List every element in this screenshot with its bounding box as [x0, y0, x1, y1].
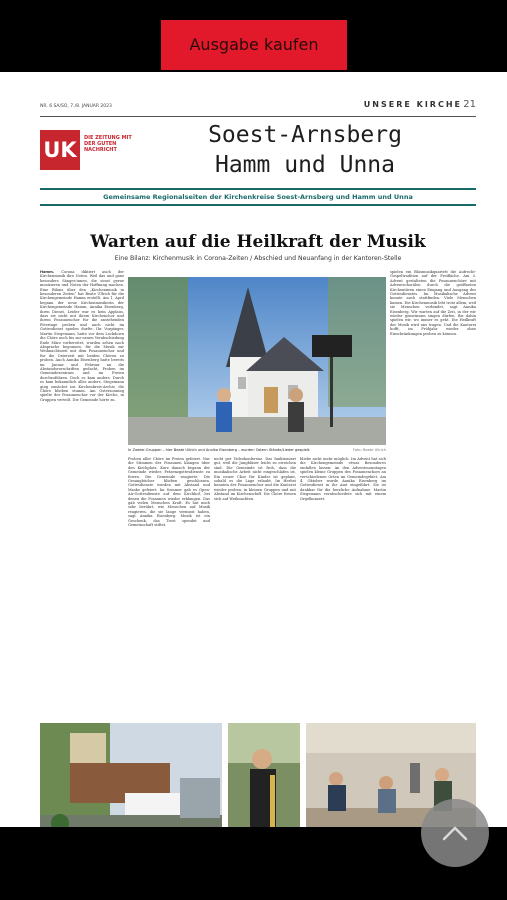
article-column-2: Proben aller Chöre im Freien gefeiert. Nur die Stimmen der Posaunen klangen über den Kirchplatz. Kurz danach begann der Gemeinde wieder, Präsenzgottesdienste zu feiern. Die Gemeinde reagierte. Die Gesangbücher blieben geschlossen, Gottesdienste wurden mit Abstand und Maske gefeiert. Im Sommer gab es Open-Air-Gottesdienste auf dem Kirchhof, bei denen die Posaunen wieder erklangen. Das gab vielen Menschen Kraft. Es hat mich sehr berührt, wie Menschen auf Musik reagieren, die sie lange vermisst haben, sagt Annika Eisenberg. Musik ist ein Geschenk, das Trost spendet und Gemeinschaft stiftet. [128, 457, 210, 528]
masthead-line-2: Hamm und Unna [214, 152, 395, 178]
article-headline: Warten auf die Heilkraft der Musik [90, 232, 426, 252]
masthead-line-1: Soest-Arnsberg [208, 122, 402, 148]
column-1-text: Corona diktiert auch der Kirchenmusik ihre Noten. Weil das und ganz besonders Sänger:innen, die sonst gerne musizieren und Noten der Hoffnung machen. Eine Bilanz über den „Kirchenmusik in besonderen Zeiten“ hat Beate Ullrich für die Kirchengemeinde Hamm erstellt. Am 1. April begann der neue Kirchenmusikerin der Kirchengemeinde Hamm, Annika Eisenberg, ihren Dienst. Leider war es kein Applaus, dass sie nicht mit ihrem Kirchenchor und ihrem Posaunenchor für die anstehenden Feiertage proben und auch nicht im Gottesdienst spielen durfte. Ihr Vorgänger, Martin Stegemann, hatte vor dem Lockdown die Chöre noch bis zur neuen Verabschiedung Ende März vorbereitet, wurden sehen nach Absprache begonnen, für die Musik zur Weihnachtszeit mit dem Posaunenchor und für die Osterzeit mit beiden Chören zu proben. Auch Annika Eisenberg hatte bereits im Januar und Februar an die Abstandsvorschriften gedacht, Proben im Gemeindezentrum und im Freien durchzuführen. Doch es kam anders. Durch es kam bekanntlich alles anders. Stegemann ging zunächst ins Kirchenkreis-Archiv, die Chöre blieben stumm. Am Ostersonntag spielte der Posaunenchor vor der Kirche, in Gruppen verteilt. Die Gemeinde hörte zu. [40, 270, 124, 402]
uk-logo: UK [40, 130, 80, 170]
photo-annika-eisenberg [228, 723, 300, 840]
photo-konfirmation [40, 723, 222, 840]
church-photo [128, 277, 386, 445]
main-photo-credit: Foto: Beate Ullrich [352, 448, 386, 452]
logo-tagline: DIE ZEITUNG MIT DER GUTEN NACHRICHT [84, 135, 132, 153]
article-subheadline: Eine Bilanz: Kirchenmusik in Corona-Zeiten / Abschied und Neuanfang in der Kantoren-Stelle [114, 255, 402, 262]
article-column-4: bliebe nicht mehr möglich. Im Advent hat sich die Kirchengemeinde etwas Besonderes einfallen lassen: An den Adventssonntagen spielen kleine Gruppen des Posaunenchors an verschiedenen Orten im Gemeindegebiet. Am 4. Oktober wurde Annika Eisenberg im Gottesdienst in ihr Amt eingeführt. Sie ist dankbar für die herzliche Aufnahme. Martin Stegemann verabschiedete sich mit einem Orgelkonzert. [300, 457, 386, 501]
buy-issue-button[interactable]: Ausgabe kaufen [161, 20, 347, 70]
page-number: 21 [463, 99, 476, 110]
issue-line: NR. 6 SA/SO, 7./8. JANUAR 2023 [40, 104, 112, 109]
article-column-3: nicht per Videokonferenz. Das funktioniert gut, weil die Jungbläser leicht zu erreichen sind. Die Gemeinde ist froh, dass die musikalische Arbeit nicht eingeschlafen ist. Ein neuer Chor für Kinder ist geplant, sobald es die Lage erlaubt. Im Herbst konnten der Posaunenchor und die Kantorei wieder proben, in kleinen Gruppen und mit Abstand im Kirchenschiff. Die Chöre freuen sich auf Weihnachten. [214, 457, 296, 501]
top-bar [0, 0, 507, 72]
main-photo-caption: In Zweier-Gruppen – hier Beate Ullrich und Annika Eisenberg – wurden Ostern Stände/Lieder gespielt. [128, 448, 311, 452]
masthead-rule-top [40, 188, 476, 190]
masthead-rule-bottom [40, 204, 476, 206]
newspaper-page[interactable] [0, 72, 507, 827]
section-title: UNSERE KIRCHE [363, 100, 462, 109]
header-rule [40, 116, 476, 117]
main-photo [128, 277, 386, 445]
chevron-up-icon [441, 824, 469, 842]
article-column-1 [40, 270, 124, 655]
regional-line: Gemeinsame Regionalseiten der Kirchenkreise Soest-Arnsberg und Hamm und Unna [103, 193, 413, 201]
article-column-5: spielen ein Blasmusikquartett die Aufrecht-Gospeltradition auf der Freifläche. Am 3. Advent gestalteten die Posaunenchöre mit Adventschorälen durch die geöffneten Kirchentüren einen Eingang und Ausgang des Gottesdienstes. Im Musikalische Advent konnte auch stattfinden. Viele Menschen kamen. Die Kirchenmusik lebt trotz allem, weil sie Menschen verbindet, sagt Annika Eisenberg. Wir warten auf die Zeit, in der wir wieder gemeinsam singen dürfen. Bis dahin spielen wir, wo immer es geht. Die Heilkraft der Musik wird uns tragen. Und die Kantorei hofft, im Frühjahr wieder ohne Einschränkungen proben zu können. [390, 270, 476, 336]
masthead [150, 120, 460, 180]
lead-place: Hamm. [40, 270, 55, 274]
scroll-to-top-button[interactable] [421, 799, 489, 867]
page-header [40, 100, 476, 114]
